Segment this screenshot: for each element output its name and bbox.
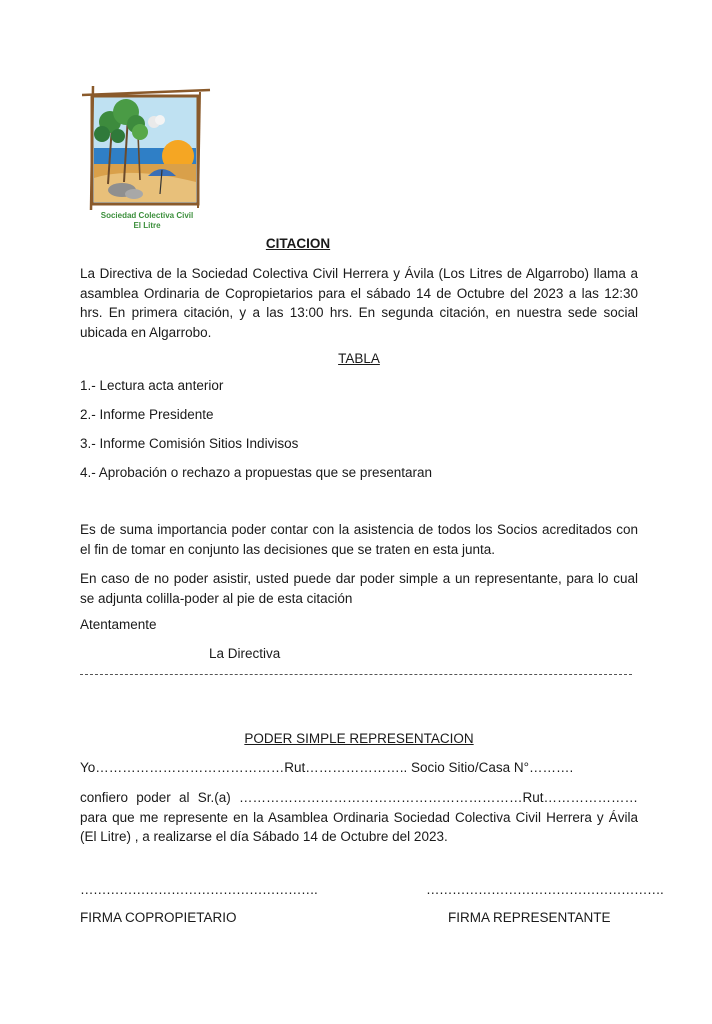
- logo-illustration: [82, 86, 214, 212]
- tabla-title: TABLA: [338, 351, 380, 366]
- company-logo: [82, 86, 214, 212]
- poder-paragraph: confiero poder al Sr.(a) ………………………………………………………Rut…………………para que me represente en la Asamblea Ordinaria Sociedad Colectiva Civil Herrera y Ávila (El Litre) , a realizarse el día Sábado 14 de Octubre del 2023.: [80, 790, 638, 844]
- citacion-title: CITACION: [265, 236, 331, 251]
- closing-text: Atentamente: [80, 617, 157, 632]
- agenda-item-2: 2.- Informe Presidente: [80, 407, 214, 422]
- logo-caption-line1: Sociedad Colectiva Civil: [100, 211, 194, 220]
- signature-line-copropietario: ……………………………………………….: [80, 882, 318, 897]
- cut-line-divider: [80, 674, 632, 675]
- signature-line-representante: ……………………………………………….: [426, 882, 664, 897]
- proxy-note-paragraph: En caso de no poder asistir, usted puede dar poder simple a un representante, para lo cual se adjunta colilla-poder al pie de esta citación: [80, 571, 638, 606]
- logo-caption: [92, 211, 202, 231]
- logo-caption-line2: El Litre: [133, 221, 161, 230]
- signoff-text: La Directiva: [209, 646, 281, 661]
- agenda-item-4: 4.- Aprobación o rechazo a propuestas que se presentaran: [80, 465, 432, 480]
- signature-label-representante: FIRMA REPRESENTANTE: [448, 910, 611, 925]
- agenda-item-1: 1.- Lectura acta anterior: [80, 378, 224, 393]
- signature-label-copropietario: FIRMA COPROPIETARIO: [80, 910, 237, 925]
- poder-identification-line: Yo……………………………………Rut………………….. Socio Sitio/Casa N°……….: [80, 760, 574, 775]
- citacion-intro: La Directiva de la Sociedad Colectiva Civil Herrera y Ávila (Los Litres de Algarrobo) llama a asamblea Ordinaria de Copropietarios para el sábado 14 de Octubre del 2023 a las 12:30 hrs. En primera citación, y a las 13:00 hrs. En segunda citación, en nuestra sede social ubicada en Algarrobo.: [80, 266, 638, 340]
- importance-paragraph: Es de suma importancia poder contar con la asistencia de todos los Socios acreditados con el fin de tomar en conjunto las decisiones que se traten en esta junta.: [80, 522, 638, 557]
- poder-title: PODER SIMPLE REPRESENTACION: [244, 731, 474, 746]
- agenda-item-3: 3.- Informe Comisión Sitios Indivisos: [80, 436, 299, 451]
